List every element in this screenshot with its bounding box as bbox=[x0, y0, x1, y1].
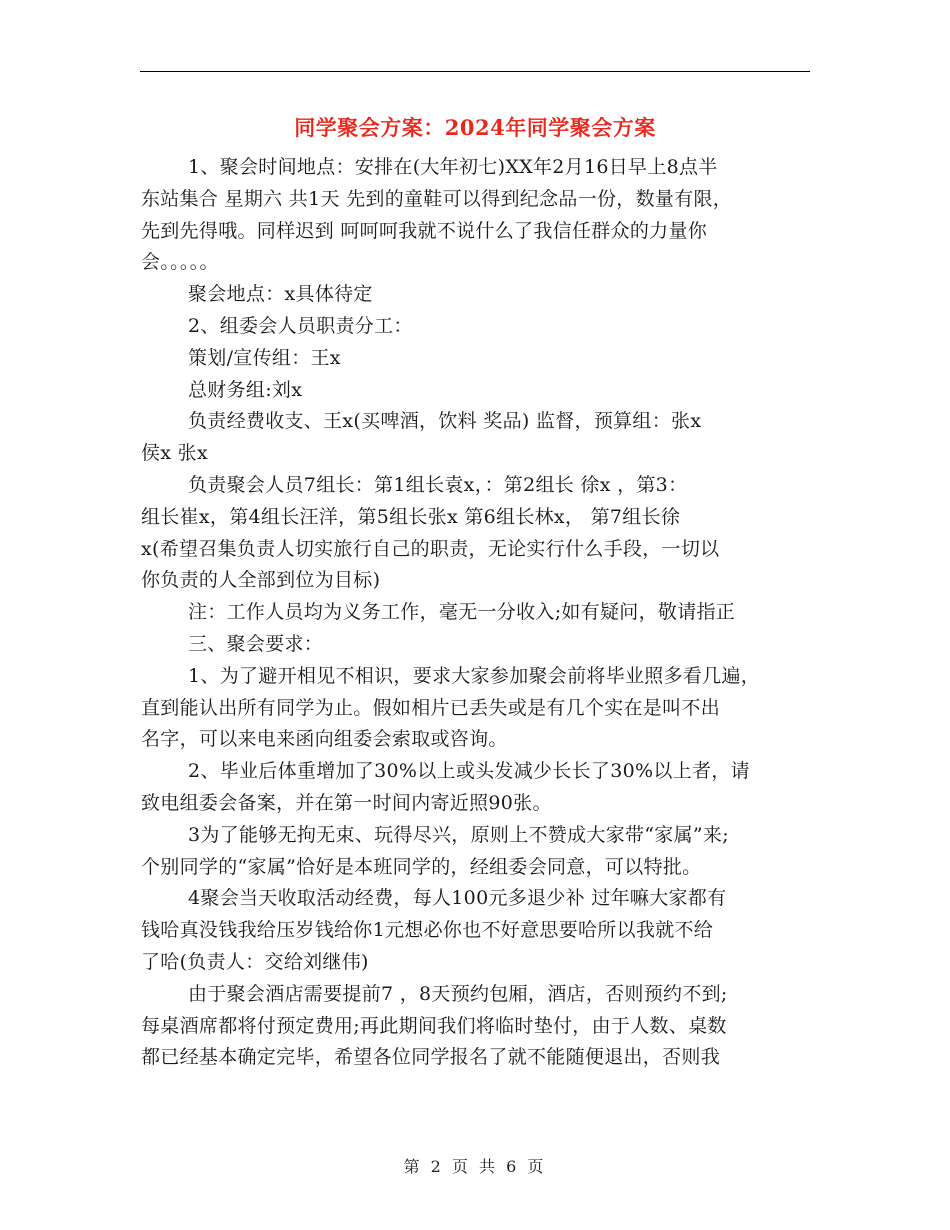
text-line: 会。。。。。 bbox=[141, 251, 219, 274]
header-rule bbox=[140, 71, 810, 72]
text-line: 聚会地点：x具体待定 bbox=[188, 283, 373, 306]
text-line: 注：工作人员均为义务工作，毫无一分收入;如有疑问，敬请指正 bbox=[188, 601, 736, 624]
text-line: 都已经基本确定完毕，希望各位同学报名了就不能随便退出，否则我 bbox=[141, 1046, 721, 1069]
text-line: 3为了能够无拘无束、玩得尽兴，原则上不赞成大家带“家属”来; bbox=[188, 823, 729, 846]
text-line: 钱哈真没钱我给压岁钱给你1元想必你也不好意思要哈所以我就不给 bbox=[141, 919, 714, 942]
text-line: 策划/宣传组：王x bbox=[188, 346, 341, 369]
text-line: 总财务组:刘x bbox=[188, 378, 303, 401]
document-body bbox=[141, 152, 821, 1074]
text-line: 每桌酒席都将付预定费用;再此期间我们将临时垫付，由于人数、桌数 bbox=[141, 1014, 727, 1037]
text-line: 三、聚会要求： bbox=[188, 632, 324, 655]
text-line: 负责聚会人员7组长：第1组长袁x，：第2组长 徐x ，第3： bbox=[188, 473, 688, 496]
text-line: x(希望召集负责人切实旅行自己的职责，无论实行什么手段，一切以 bbox=[141, 537, 720, 560]
text-line: 了哈(负责人：交给刘继伟) bbox=[141, 950, 369, 973]
text-line: 组长崔x，第4组长汪洋，第5组长张x 第6组长林x， 第7组长徐 bbox=[141, 505, 681, 528]
text-line: 负责经费收支、王x(买啤酒，饮料 奖品) 监督，预算组：张x bbox=[188, 410, 702, 433]
text-line: 侯x 张x bbox=[141, 442, 208, 465]
text-line: 致电组委会备案，并在第一时间内寄近照90张。 bbox=[141, 791, 552, 814]
text-line: 2、毕业后体重增加了30%以上或头发减少长长了30%以上者，请 bbox=[188, 760, 750, 783]
document-title: 同学聚会方案：2024年同学聚会方案 bbox=[294, 115, 656, 140]
page-footer: 第 2 页 共 6 页 bbox=[403, 1157, 547, 1176]
text-line: 1、聚会时间地点：安排在(大年初七)XX年2月16日早上8点半 bbox=[188, 156, 718, 178]
text-line: 东站集合 星期六 共1天 先到的童鞋可以得到纪念品一份，数量有限， bbox=[141, 187, 733, 210]
text-line: 4聚会当天收取活动经费，每人100元多退少补 过年嘛大家都有 bbox=[188, 887, 727, 910]
text-line: 2、组委会人员职责分工： bbox=[188, 314, 413, 337]
text-line: 直到能认出所有同学为止。假如相片已丢失或是有几个实在是叫不出 bbox=[141, 696, 721, 719]
text-line: 名字，可以来电来函向组委会索取或咨询。 bbox=[141, 728, 508, 751]
text-line: 个别同学的“家属”恰好是本班同学的，经组委会同意，可以特批。 bbox=[141, 855, 702, 878]
text-line: 1、为了避开相见不相识，要求大家参加聚会前将毕业照多看几遍， bbox=[188, 664, 761, 687]
text-line: 由于聚会酒店需要提前7 ，8天预约包厢，酒店，否则预约不到; bbox=[188, 982, 728, 1005]
text-line: 先到先得哦。同样迟到 呵呵呵我就不说什么了我信任群众的力量你 bbox=[141, 219, 708, 242]
text-line: 你负责的人全部到位为目标) bbox=[141, 569, 381, 592]
